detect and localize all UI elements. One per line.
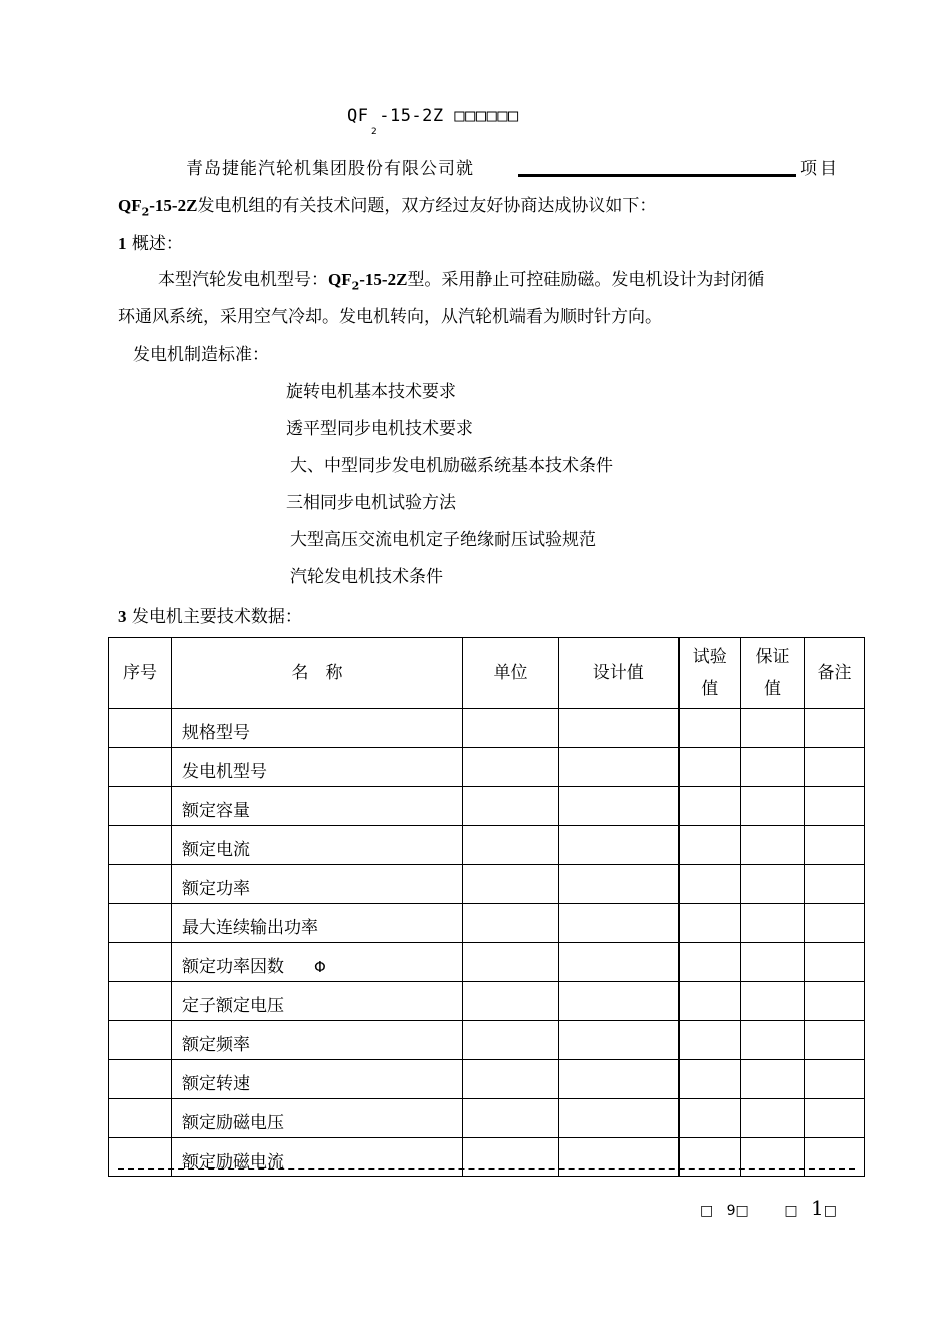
section-1-title: 概述：: [131, 234, 183, 254]
row-name: 最大连续输出功率: [172, 904, 463, 943]
table-row: [109, 709, 865, 748]
intro-model: QF: [118, 196, 142, 215]
row-name: 发电机型号: [172, 748, 463, 787]
overview-paragraph-line-2: 环通风系统，采用空气冷却。发电机转向，从汽轮机端看为顺时针方向。: [118, 307, 662, 327]
footer-box: □: [735, 1203, 749, 1219]
overview-model-sub: 2: [351, 279, 360, 293]
row-name: 额定功率: [172, 865, 463, 904]
title-subscript: 2: [371, 127, 377, 137]
intro-model-rest: -15-2Z: [149, 196, 198, 215]
table-row: [109, 787, 865, 826]
footer-box: □: [823, 1203, 837, 1219]
standards-label: 发电机制造标准：: [133, 345, 269, 365]
table-row: [109, 943, 865, 982]
intro-company: 青岛捷能汽轮机集团股份有限公司就: [186, 159, 474, 179]
row-name: 额定转速: [172, 1060, 463, 1099]
intro-line-2: [118, 191, 656, 218]
title-model-rest: -15-2Z: [368, 106, 444, 126]
table-row: [109, 748, 865, 787]
intro-text: 发电机组的有关技术问题，双方经过友好协商达成协议如下：: [197, 196, 657, 216]
total-pages: 9: [726, 1203, 736, 1219]
document-title: [347, 106, 519, 126]
row-name: 额定电流: [172, 826, 463, 865]
section-1-heading: [118, 229, 183, 254]
section-1-number: 1: [118, 234, 127, 253]
standard-item: 透平型同步电机技术要求: [286, 419, 473, 439]
phi-symbol: Φ: [314, 957, 326, 976]
generator-spec-table: [108, 637, 865, 1177]
header-test-b: 值: [701, 679, 719, 699]
header-no: 序号: [109, 638, 172, 709]
standard-item: 旋转电机基本技术要求: [286, 382, 456, 402]
row-name: 额定功率因数: [182, 956, 284, 977]
overview-model-rest: -15-2Z: [359, 270, 408, 289]
table-row: [109, 904, 865, 943]
table-row: [109, 826, 865, 865]
section-3-number: 3: [118, 607, 127, 626]
intro-item: 项目: [800, 159, 840, 179]
header-guarantee-value: [741, 638, 805, 709]
table-row: [109, 982, 865, 1021]
title-garbled: □□□□□□: [443, 106, 519, 126]
row-name: 额定容量: [172, 787, 463, 826]
header-design-value: 设计值: [559, 638, 679, 709]
table-row: [109, 1099, 865, 1138]
overview-paragraph-line-1: [158, 265, 764, 292]
row-name: 定子额定电压: [172, 982, 463, 1021]
footer-box: □: [784, 1203, 798, 1219]
header-test-a: 试验: [692, 647, 727, 667]
overview-text-1: 型。采用静止可控硅励磁。发电机设计为封闭循: [407, 270, 765, 290]
page-footer: [700, 1196, 837, 1220]
overview-model: QF: [328, 270, 352, 289]
header-test-value: [679, 638, 741, 709]
table-row: [109, 865, 865, 904]
header-name: 名 称: [172, 638, 463, 709]
page-number: 1: [810, 1196, 824, 1220]
row-name: 额定励磁电流: [172, 1138, 463, 1177]
table-header-row: [109, 638, 865, 709]
footer-box: □: [700, 1203, 714, 1219]
overview-label: 本型汽轮发电机型号：: [158, 270, 328, 290]
section-3-title: 发电机主要技术数据：: [131, 607, 302, 627]
header-remark: 备注: [805, 638, 865, 709]
row-name: 额定励磁电压: [172, 1099, 463, 1138]
standard-item: 汽轮发电机技术条件: [290, 567, 443, 587]
table-row: [109, 1138, 865, 1177]
row-name-power-factor: [172, 943, 463, 982]
table-row: [109, 1060, 865, 1099]
footer-divider: [118, 1168, 855, 1170]
header-unit: 单位: [463, 638, 559, 709]
standard-item: 三相同步电机试验方法: [286, 493, 456, 513]
project-blank-line: [518, 174, 796, 177]
standard-item: 大型高压交流电机定子绝缘耐压试验规范: [290, 530, 596, 550]
header-guar-b: 值: [764, 679, 781, 699]
intro-model-sub: 2: [141, 205, 150, 219]
standard-item: 大、中型同步发电机励磁系统基本技术条件: [290, 456, 613, 476]
table-row: [109, 1021, 865, 1060]
row-name: 规格型号: [172, 709, 463, 748]
title-model: QF: [347, 106, 369, 126]
row-name: 额定频率: [172, 1021, 463, 1060]
section-3-heading: [118, 602, 302, 627]
header-guar-a: 保证: [755, 647, 790, 667]
